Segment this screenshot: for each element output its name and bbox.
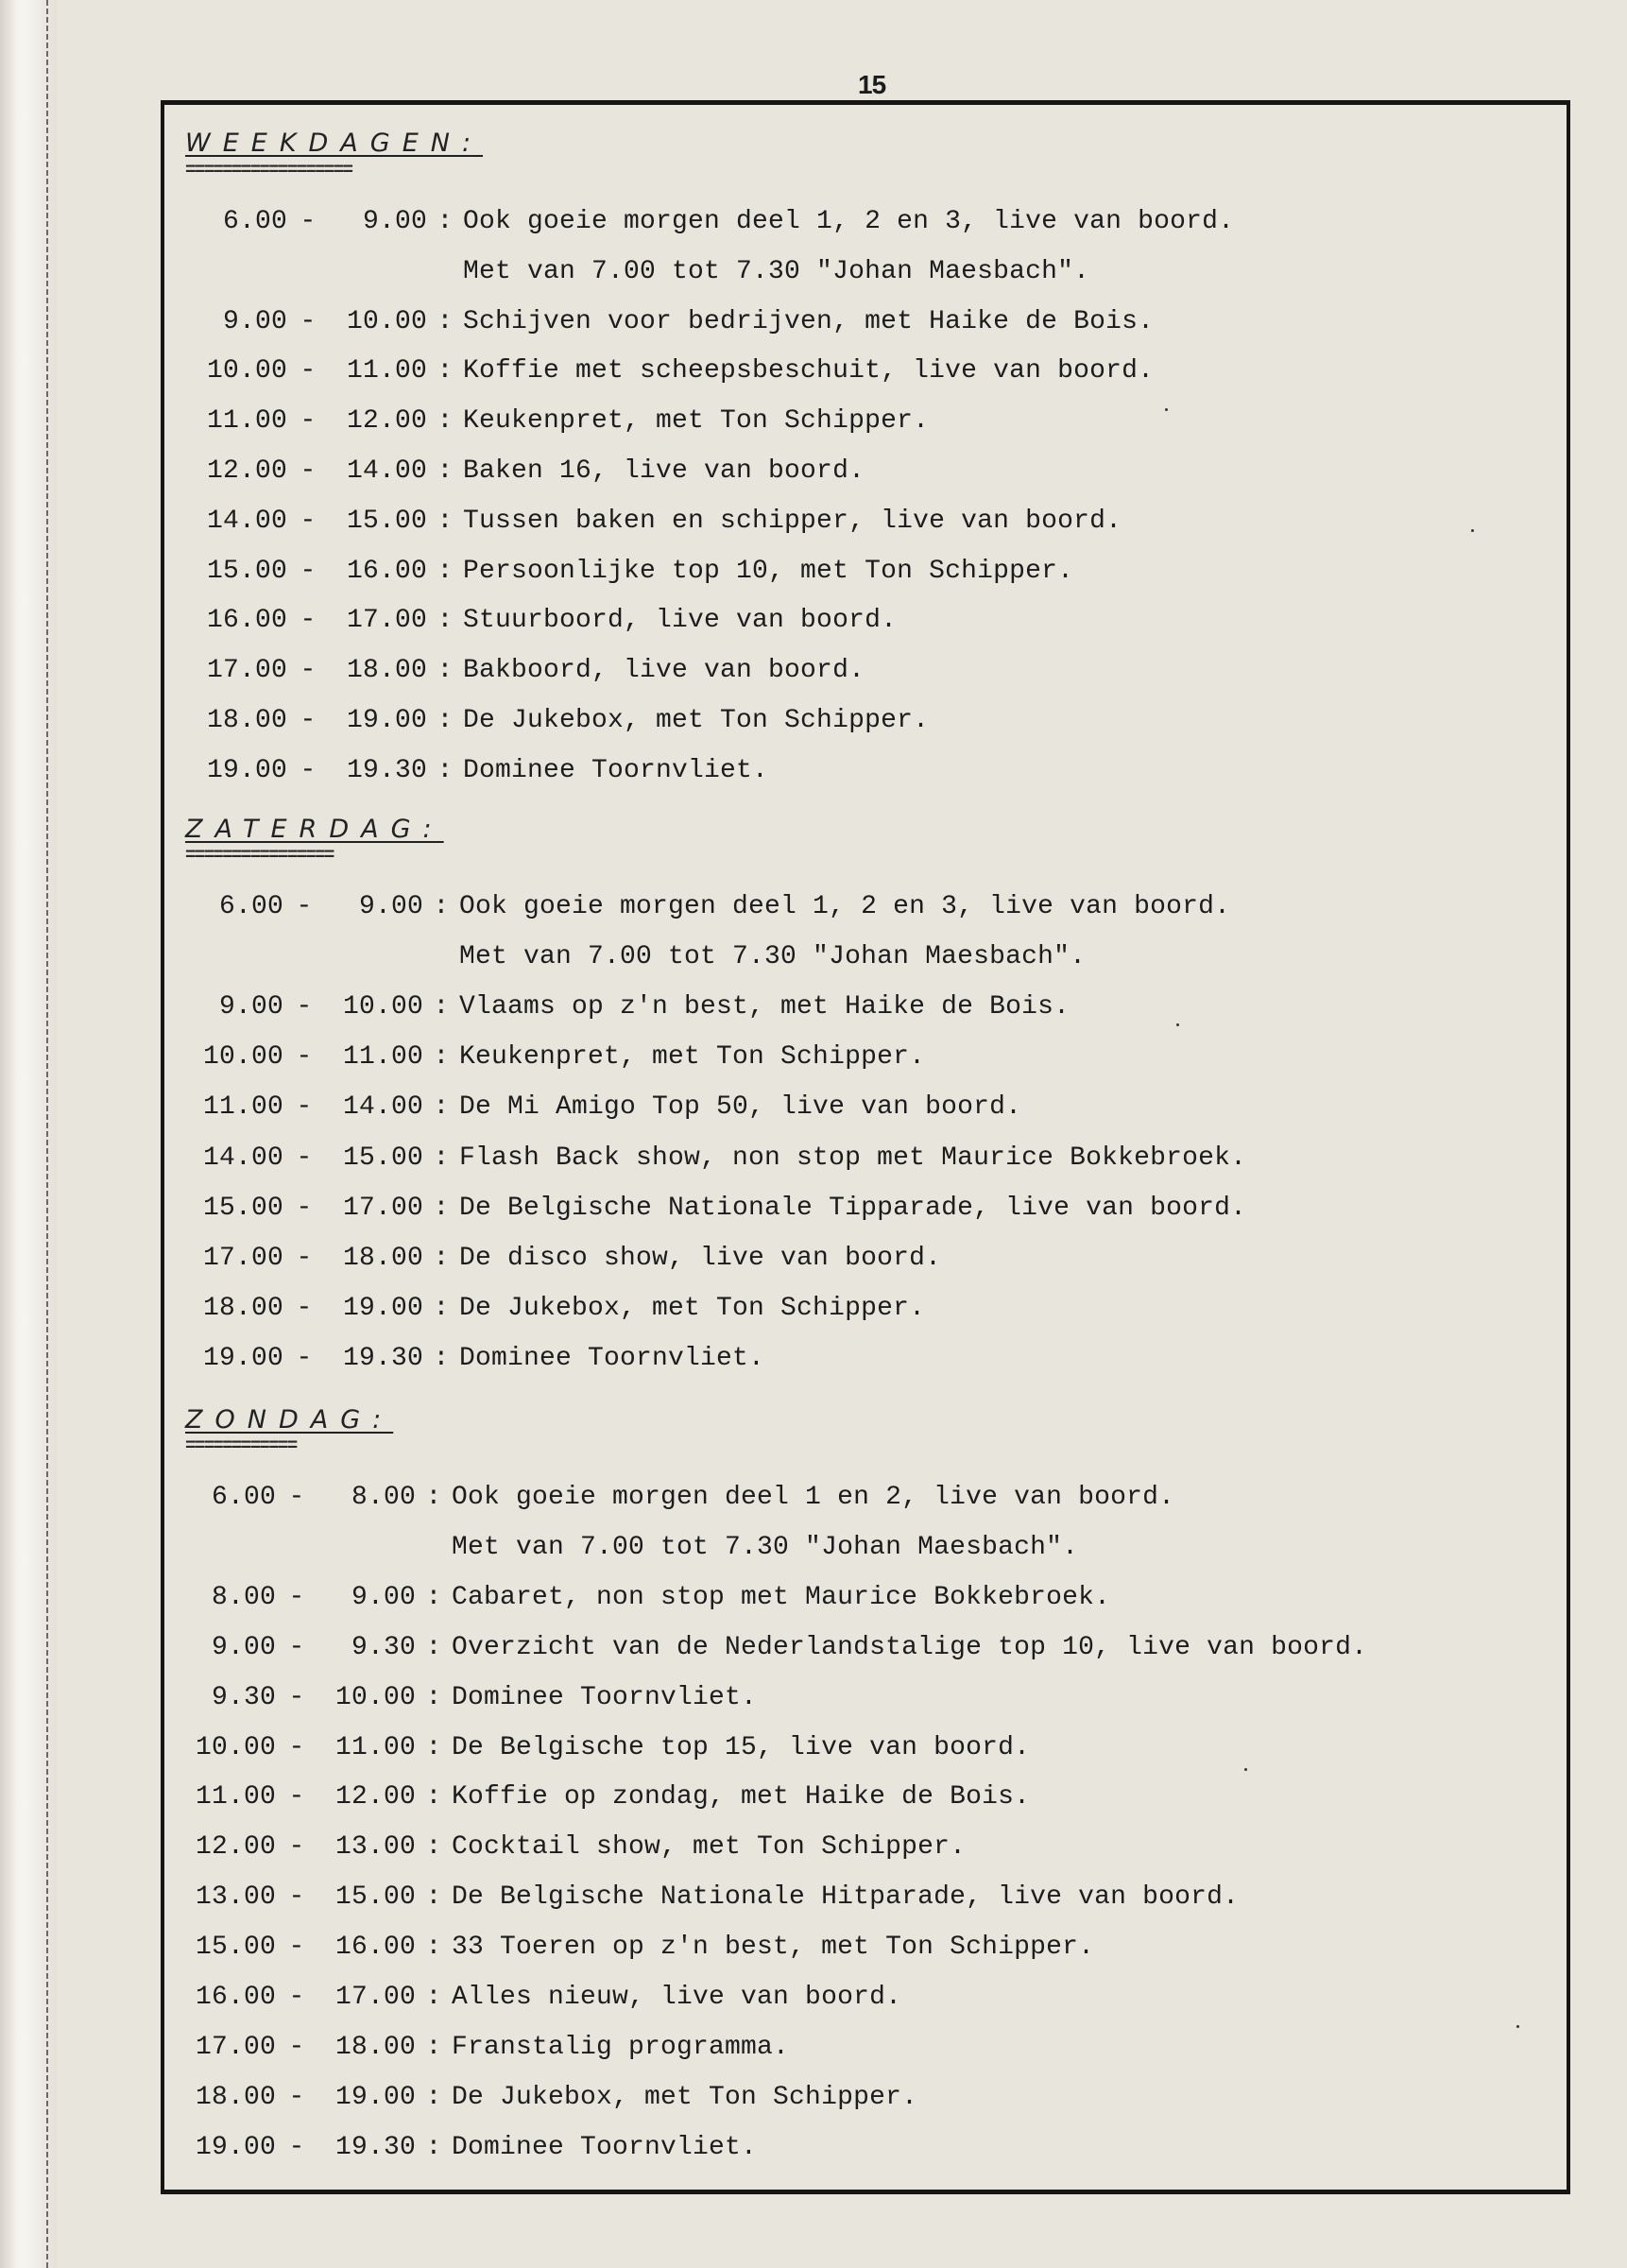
start-time: 15.00 [195, 1933, 276, 1962]
time-colon: : [425, 1633, 442, 1662]
schedule-row [163, 2082, 917, 2114]
schedule-row [163, 1682, 757, 1714]
scan-speck [1176, 1023, 1179, 1026]
schedule-row [170, 891, 1230, 923]
start-time: 19.00 [202, 1344, 283, 1373]
time-colon: : [437, 557, 454, 586]
program-title: Flash Back show, non stop met Maurice Bokkebroek. [459, 1143, 1247, 1173]
start-time: 16.00 [206, 606, 287, 635]
program-title: De Jukebox, met Ton Schipper. [463, 706, 930, 735]
end-time: 11.00 [346, 356, 427, 386]
start-time: 10.00 [202, 1042, 283, 1072]
program-title: De disco show, live van boord. [459, 1244, 942, 1273]
schedule-row [163, 1482, 1174, 1514]
schedule-row [163, 1632, 1367, 1664]
end-time: 10.00 [346, 307, 427, 336]
start-time: 14.00 [206, 507, 287, 536]
time-colon: : [425, 1683, 442, 1712]
schedule-row [170, 991, 1070, 1023]
schedule-row [170, 1193, 1246, 1225]
end-time: 15.00 [346, 507, 427, 536]
schedule-row [163, 1781, 1030, 1813]
start-time: 8.00 [211, 1583, 276, 1612]
time-colon: : [433, 1294, 450, 1323]
start-time: 9.00 [222, 307, 287, 336]
schedule-row [174, 405, 929, 438]
page-fold-line [46, 0, 48, 2268]
end-time: 16.00 [346, 557, 427, 586]
time-colon: : [425, 2033, 442, 2062]
time-colon: : [425, 1583, 442, 1612]
end-time: 12.00 [334, 1782, 416, 1812]
program-title: Persoonlijke top 10, met Ton Schipper. [463, 557, 1074, 586]
program-title: Alles nieuw, live van boord. [452, 1983, 902, 2012]
program-title: 33 Toeren op z'n best, met Ton Schipper. [452, 1933, 1095, 1962]
program-title: Keukenpret, met Ton Schipper. [459, 1042, 926, 1072]
time-dash: - [296, 1294, 313, 1323]
time-colon: : [425, 1832, 442, 1862]
schedule-row [174, 206, 1234, 238]
program-title: Ook goeie morgen deel 1, 2 en 3, live van boord. [459, 892, 1231, 921]
start-time: 10.00 [206, 356, 287, 386]
program-title: Ook goeie morgen deel 1 en 2, live van boord. [452, 1483, 1175, 1512]
schedule-row [174, 455, 865, 488]
schedule-row [170, 1091, 1021, 1124]
time-colon: : [437, 507, 454, 536]
start-time: 10.00 [195, 1733, 276, 1762]
program-title: Cocktail show, met Ton Schipper. [452, 1832, 967, 1862]
time-dash: - [300, 756, 317, 785]
end-time: 15.00 [334, 1882, 416, 1912]
time-colon: : [433, 992, 450, 1022]
scan-speck [1244, 1768, 1247, 1771]
page-binding-shadow [0, 0, 57, 2268]
end-time: 11.00 [334, 1733, 416, 1762]
schedule-row [174, 705, 929, 737]
start-time: 17.00 [202, 1244, 283, 1273]
schedule-row [163, 1932, 1094, 1964]
schedule-row [163, 1881, 1239, 1914]
program-title: Dominee Toornvliet. [459, 1344, 765, 1373]
time-dash: - [300, 356, 317, 386]
schedule-row [174, 506, 1122, 538]
end-time: 18.00 [346, 656, 427, 685]
start-time: 6.00 [222, 207, 287, 236]
time-colon: : [425, 1782, 442, 1812]
time-dash: - [296, 992, 313, 1022]
program-title: De Mi Amigo Top 50, live van boord. [459, 1092, 1022, 1122]
time-colon: : [437, 406, 454, 436]
end-time: 19.00 [334, 2083, 416, 2112]
time-dash: - [288, 2083, 305, 2112]
program-title: Dominee Toornvliet. [463, 756, 769, 785]
time-dash: - [296, 1194, 313, 1223]
schedule-row [163, 1532, 1078, 1564]
time-dash: - [288, 1683, 305, 1712]
time-dash: - [296, 1092, 313, 1122]
end-time: 10.00 [342, 992, 423, 1022]
time-dash: - [288, 1832, 305, 1862]
time-colon: : [425, 1983, 442, 2012]
time-dash: - [288, 1933, 305, 1962]
schedule-row [163, 1982, 901, 2014]
start-time: 6.00 [218, 892, 283, 921]
program-title: Schijven voor bedrijven, met Haike de Bois. [463, 307, 1155, 336]
program-title: Met van 7.00 tot 7.30 "Johan Maesbach". [459, 942, 1087, 971]
heading-rule: ================ [185, 845, 334, 866]
end-time: 19.30 [346, 756, 427, 785]
start-time: 17.00 [195, 2033, 276, 2062]
schedule-row [163, 2032, 789, 2064]
program-title: De Jukebox, met Ton Schipper. [452, 2083, 918, 2112]
scan-speck [1516, 2025, 1519, 2028]
time-colon: : [433, 1042, 450, 1072]
time-dash: - [288, 1733, 305, 1762]
program-title: Vlaams op z'n best, met Haike de Bois. [459, 992, 1070, 1022]
scan-speck [1471, 529, 1474, 532]
end-time: 18.00 [334, 2033, 416, 2062]
schedule-row [174, 755, 768, 787]
time-dash: - [288, 2133, 305, 2162]
program-title: De Jukebox, met Ton Schipper. [459, 1294, 926, 1323]
end-time: 15.00 [342, 1143, 423, 1173]
schedule-row [174, 355, 1154, 387]
start-time: 19.00 [206, 756, 287, 785]
time-dash: - [300, 557, 317, 586]
time-dash: - [300, 307, 317, 336]
time-colon: : [425, 1733, 442, 1762]
schedule-row [163, 1582, 1110, 1614]
time-colon: : [433, 1344, 450, 1373]
end-time: 9.00 [362, 207, 427, 236]
start-time: 12.00 [195, 1832, 276, 1862]
time-dash: - [288, 1983, 305, 2012]
end-time: 14.00 [342, 1092, 423, 1122]
start-time: 18.00 [195, 2083, 276, 2112]
time-colon: : [437, 706, 454, 735]
time-dash: - [300, 207, 317, 236]
time-dash: - [296, 1143, 313, 1173]
program-title: Overzicht van de Nederlandstalige top 10, live van boord. [452, 1633, 1368, 1662]
time-colon: : [433, 1194, 450, 1223]
start-time: 16.00 [195, 1983, 276, 2012]
end-time: 19.00 [342, 1294, 423, 1323]
schedule-row [170, 1293, 925, 1325]
program-title: Dominee Toornvliet. [452, 1683, 758, 1712]
schedule-row [163, 2132, 757, 2164]
program-title: Franstalig programma. [452, 2033, 790, 2062]
end-time: 8.00 [351, 1483, 416, 1512]
end-time: 17.00 [342, 1194, 423, 1223]
end-time: 14.00 [346, 456, 427, 486]
start-time: 11.00 [195, 1782, 276, 1812]
program-title: De Belgische top 15, live van boord. [452, 1733, 1031, 1762]
section-heading-weekdagen: WEEKDAGEN: [185, 129, 484, 158]
program-title: Keukenpret, met Ton Schipper. [463, 406, 930, 436]
start-time: 12.00 [206, 456, 287, 486]
heading-rule: ================== [185, 160, 352, 180]
start-time: 18.00 [202, 1294, 283, 1323]
time-dash: - [288, 1882, 305, 1912]
scan-speck [1165, 408, 1168, 411]
start-time: 13.00 [195, 1882, 276, 1912]
end-time: 16.00 [334, 1933, 416, 1962]
section-heading-zaterdag: ZATERDAG: [185, 815, 444, 844]
start-time: 9.00 [218, 992, 283, 1022]
time-dash: - [300, 456, 317, 486]
time-colon: : [437, 356, 454, 386]
time-colon: : [433, 1092, 450, 1122]
start-time: 14.00 [202, 1143, 283, 1173]
program-title: De Belgische Nationale Hitparade, live van boord. [452, 1882, 1240, 1912]
time-dash: - [300, 706, 317, 735]
end-time: 11.00 [342, 1042, 423, 1072]
schedule-row [174, 306, 1154, 338]
start-time: 11.00 [202, 1092, 283, 1122]
time-colon: : [433, 1143, 450, 1173]
end-time: 18.00 [342, 1244, 423, 1273]
time-dash: - [296, 1344, 313, 1373]
start-time: 17.00 [206, 656, 287, 685]
time-dash: - [288, 2033, 305, 2062]
program-title: Met van 7.00 tot 7.30 "Johan Maesbach". [452, 1533, 1079, 1562]
section-heading-zondag: ZONDAG: [185, 1405, 394, 1435]
end-time: 10.00 [334, 1683, 416, 1712]
end-time: 9.00 [351, 1583, 416, 1612]
start-time: 11.00 [206, 406, 287, 436]
end-time: 19.00 [346, 706, 427, 735]
schedule-row [174, 655, 865, 687]
schedule-row [163, 1732, 1030, 1764]
program-title: Met van 7.00 tot 7.30 "Johan Maesbach". [463, 257, 1090, 286]
schedule-row [163, 1831, 966, 1864]
end-time: 12.00 [346, 406, 427, 436]
start-time: 18.00 [206, 706, 287, 735]
time-colon: : [437, 456, 454, 486]
program-title: Koffie op zondag, met Haike de Bois. [452, 1782, 1031, 1812]
time-dash: - [300, 406, 317, 436]
schedule-row [174, 605, 897, 637]
page-number: 15 [858, 70, 886, 99]
time-colon: : [433, 892, 450, 921]
schedule-row [170, 1041, 925, 1074]
start-time: 9.30 [211, 1683, 276, 1712]
heading-rule: ============ [185, 1435, 297, 1456]
time-colon: : [425, 1933, 442, 1962]
schedule-row [170, 1143, 1246, 1175]
start-time: 15.00 [202, 1194, 283, 1223]
program-title: Baken 16, live van boord. [463, 456, 865, 486]
time-dash: - [288, 1633, 305, 1662]
time-dash: - [300, 507, 317, 536]
schedule-row [170, 1343, 764, 1375]
schedule-row [174, 256, 1089, 288]
program-title: Dominee Toornvliet. [452, 2133, 758, 2162]
time-dash: - [288, 1782, 305, 1812]
start-time: 15.00 [206, 557, 287, 586]
end-time: 19.30 [342, 1344, 423, 1373]
end-time: 17.00 [334, 1983, 416, 2012]
end-time: 19.30 [334, 2133, 416, 2162]
time-dash: - [296, 892, 313, 921]
schedule-row [170, 941, 1086, 973]
time-dash: - [288, 1483, 305, 1512]
time-dash: - [296, 1244, 313, 1273]
program-title: De Belgische Nationale Tipparade, live van boord. [459, 1194, 1247, 1223]
start-time: 6.00 [211, 1483, 276, 1512]
time-colon: : [425, 1882, 442, 1912]
schedule-row [174, 556, 1073, 588]
end-time: 9.30 [351, 1633, 416, 1662]
time-colon: : [425, 2133, 442, 2162]
time-colon: : [433, 1244, 450, 1273]
time-colon: : [437, 656, 454, 685]
end-time: 13.00 [334, 1832, 416, 1862]
program-title: Cabaret, non stop met Maurice Bokkebroek. [452, 1583, 1111, 1612]
program-title: Tussen baken en schipper, live van boord. [463, 507, 1122, 536]
program-title: Bakboord, live van boord. [463, 656, 865, 685]
time-colon: : [425, 2083, 442, 2112]
time-dash: - [296, 1042, 313, 1072]
start-time: 19.00 [195, 2133, 276, 2162]
end-time: 9.00 [358, 892, 423, 921]
time-dash: - [300, 656, 317, 685]
time-dash: - [300, 606, 317, 635]
time-dash: - [288, 1583, 305, 1612]
time-colon: : [437, 307, 454, 336]
program-title: Koffie met scheepsbeschuit, live van boord. [463, 356, 1155, 386]
program-title: Stuurboord, live van boord. [463, 606, 898, 635]
time-colon: : [437, 207, 454, 236]
time-colon: : [425, 1483, 442, 1512]
time-colon: : [437, 606, 454, 635]
end-time: 17.00 [346, 606, 427, 635]
schedule-row [170, 1243, 941, 1275]
program-title: Ook goeie morgen deel 1, 2 en 3, live van boord. [463, 207, 1235, 236]
time-colon: : [437, 756, 454, 785]
start-time: 9.00 [211, 1633, 276, 1662]
